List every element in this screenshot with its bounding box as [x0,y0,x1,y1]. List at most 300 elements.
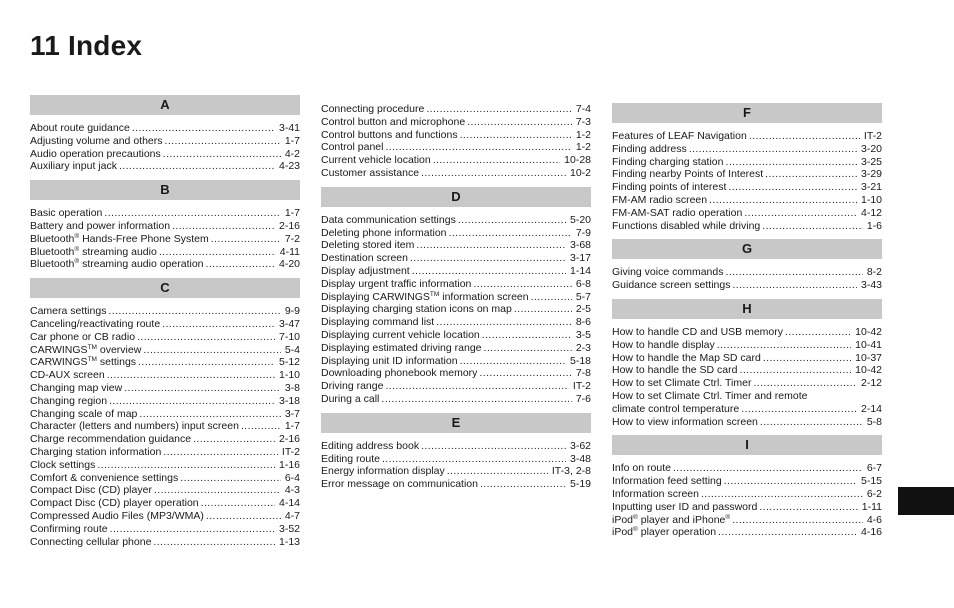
dot-leader [744,207,857,220]
entry-label: Battery and power information [30,219,171,232]
page-reference: 1-7 [284,420,300,433]
page-reference: 3-7 [284,407,300,420]
dot-leader [163,446,278,459]
dot-leader [139,408,280,421]
page-reference: 1-16 [278,458,300,471]
entry-label: Driving range [321,380,384,393]
dot-leader [382,453,566,466]
index-entry [612,168,882,181]
index-entry [321,227,591,240]
entry-label: Changing map view [30,381,123,394]
dot-leader [201,497,275,510]
entry-label: Character (letters and numbers) input screen [30,420,239,433]
entry-label: Basic operation [30,207,103,220]
entry-label: Control button and microphone [321,115,466,128]
page-reference: 1-2 [575,141,591,154]
dot-leader [726,156,857,169]
index-section-e [321,413,591,491]
entry-label: Display urgent traffic information [321,277,472,290]
index-entry [321,239,591,252]
page-reference: 5-18 [569,354,591,367]
dot-leader [143,344,281,357]
section-letter-heading: A [30,95,300,115]
index-section-a [30,95,300,173]
index-entry [321,265,591,278]
entry-label: How to set Climate Ctrl. Timer [612,377,752,390]
page-reference: 5-19 [569,478,591,491]
entry-label: Error message on communication [321,478,478,491]
page-reference: 4-12 [860,206,882,219]
page-reference: 5-8 [866,415,882,428]
dot-leader [412,265,566,278]
page-reference: 3-43 [860,279,882,292]
entry-label: Finding charging station [612,155,724,168]
dot-leader [193,433,275,446]
dot-leader [206,510,281,523]
index-entry [30,420,300,433]
page-reference: 10-42 [855,364,882,377]
index-entry [321,154,591,167]
index-entry [30,408,300,421]
index-entry [321,453,591,466]
page-reference: 3-29 [860,168,882,181]
section-letter-heading: C [30,278,300,298]
index-entry [30,369,300,382]
page-reference: 2-3 [575,341,591,354]
dot-leader [732,514,863,527]
index-entry [612,514,882,527]
dot-leader [421,440,566,453]
entry-label: Compact Disc (CD) player [30,484,152,497]
page-reference: 10-42 [855,325,882,338]
dot-leader [473,278,571,291]
page-reference: 3-62 [569,439,591,452]
index-entry [30,395,300,408]
index-entry [612,181,882,194]
page-reference: 2-5 [575,303,591,316]
entry-label: Changing scale of map [30,407,138,420]
dot-leader [159,246,276,259]
dot-leader [385,141,571,154]
index-entry [30,220,300,233]
index-entry [321,141,591,154]
index-section-i [612,435,882,539]
index-entry [30,233,300,246]
chapter-tab-marker [898,487,954,515]
superscript-mark: ® [725,513,731,521]
dot-leader [740,364,852,377]
entry-label: How to set Climate Ctrl. Timer and remote [612,389,808,402]
index-entry [612,279,882,292]
dot-leader [484,342,572,355]
dot-leader [381,393,571,406]
entry-label: Bluetooth® streaming audio operation [30,258,204,271]
page-reference: 5-7 [575,290,591,303]
index-section-h [612,299,882,428]
page-reference: 8-6 [575,316,591,329]
index-entry [612,526,882,539]
page-reference: 2-16 [278,433,300,446]
entry-label: Bluetooth® streaming audio [30,245,157,258]
page-reference: 7-8 [575,367,591,380]
page-reference: 3-52 [278,522,300,535]
dot-leader [124,382,281,395]
dot-leader [760,416,863,429]
page-reference: 2-14 [860,402,882,415]
index-entry [612,156,882,169]
entry-label: CARWINGS™ overview [30,343,142,356]
page-reference: 1-13 [278,535,300,548]
page-reference: IT-3, 2-8 [551,465,591,478]
dot-leader [119,160,275,173]
index-section-f [612,103,882,232]
superscript-mark: ® [633,513,638,521]
page-reference: 10-37 [855,351,882,364]
dot-leader [416,239,566,252]
page-reference: 3-68 [569,239,591,252]
page-reference: 4-6 [866,513,882,526]
page-reference: 5-20 [569,213,591,226]
page-title: 11 Index [30,30,143,61]
entry-label: Camera settings [30,305,107,318]
index-entry [321,214,591,227]
index-entry [30,305,300,318]
page-reference: 4-2 [284,147,300,160]
superscript-mark: TM [429,290,440,298]
page-reference: 3-20 [860,142,882,155]
index-entry [30,135,300,148]
page-reference: 1-2 [575,128,591,141]
entry-label: Car phone or CB radio [30,330,136,343]
entry-label: CD-AUX screen [30,369,105,382]
page-reference: 7-9 [575,226,591,239]
dot-leader [108,305,280,318]
index-entry [30,433,300,446]
entry-label: Finding points of interest [612,181,727,194]
dot-leader [154,484,281,497]
dot-leader [110,523,275,536]
entry-label: How to handle display [612,338,715,351]
page-reference: 3-8 [284,381,300,394]
entry-label: Editing route [321,452,380,465]
page-reference: 1-7 [284,207,300,220]
dot-leader [725,266,862,279]
section-letter-heading: H [612,299,882,319]
entry-label: Adjusting volume and others [30,134,163,147]
entry-label: During a call [321,392,380,405]
index-entry [321,478,591,491]
dot-leader [724,475,857,488]
entry-label: Editing address book [321,439,420,452]
dot-leader [728,181,857,194]
entry-label: Destination screen [321,252,408,265]
index-entry [30,344,300,357]
page-reference: 3-17 [569,252,591,265]
index-entry [321,380,591,393]
page-reference: 4-3 [284,484,300,497]
dot-leader [762,220,863,233]
index-column-1 [30,95,300,555]
page-reference: 7-10 [278,330,300,343]
index-entry [612,130,882,143]
dot-leader [718,526,857,539]
page-reference: 1-10 [278,369,300,382]
section-letter-heading: D [321,187,591,207]
entry-label: Inputting user ID and password [612,500,758,513]
superscript-mark: TM [87,343,97,351]
entry-label: Clock settings [30,458,96,471]
entry-label: Displaying unit ID information [321,354,458,367]
page-reference: 8-2 [866,266,882,279]
dot-leader [109,395,275,408]
entry-label: Deleting phone information [321,226,447,239]
index-entry [612,416,882,429]
entry-label: iPod® player operation [612,526,717,539]
superscript-mark: ® [74,232,80,240]
index-entry [321,316,591,329]
page-reference: 3-48 [569,452,591,465]
page-reference: 9-9 [284,305,300,318]
index-entry [612,339,882,352]
dot-leader [241,420,281,433]
entry-label: How to view information screen [612,415,758,428]
entry-label: FM-AM-SAT radio operation [612,206,743,219]
entry-label: climate control temperature [612,402,740,415]
entry-label: Displaying charging station icons on map [321,303,512,316]
dot-leader [717,339,851,352]
page-reference: 5-15 [860,475,882,488]
entry-label: Displaying estimated driving range [321,341,482,354]
dot-leader [426,103,571,116]
index-column-3 [612,103,882,546]
entry-label: Functions disabled while driving [612,219,761,232]
section-letter-heading: F [612,103,882,123]
index-entry [321,342,591,355]
index-entry [30,523,300,536]
index-entry [30,472,300,485]
entry-label: Guidance screen settings [612,279,731,292]
entry-label: CARWINGS™ settings [30,356,137,369]
page-reference: 3-5 [575,328,591,341]
dot-leader [162,318,275,331]
index-entry [321,355,591,368]
dot-leader [741,403,857,416]
index-entry [612,352,882,365]
page-reference: 4-16 [860,526,882,539]
page-reference: 4-11 [279,245,300,258]
dot-leader [447,465,548,478]
index-entry [321,303,591,316]
dot-leader [732,279,857,292]
dot-leader [211,233,281,246]
index-entry [321,329,591,342]
dot-leader [165,135,281,148]
index-entry [30,510,300,523]
entry-label: Displaying CARWINGS™ information screen [321,290,529,303]
page-reference: 3-21 [860,181,882,194]
index-section-continued [321,103,591,180]
dot-leader [759,501,857,514]
entry-label: Giving voice commands [612,266,724,279]
page-reference: 4-14 [278,497,300,510]
superscript-mark: ® [74,245,80,253]
dot-leader [514,303,572,316]
index-entry [30,207,300,220]
page-reference: 5-12 [278,356,300,369]
index-entry [321,291,591,304]
index-entry [321,367,591,380]
dot-leader [172,220,275,233]
entry-label: Compact Disc (CD) player operation [30,497,199,510]
page-reference: 3-47 [278,317,300,330]
page-reference: 7-6 [575,392,591,405]
page-reference: 10-28 [564,154,591,167]
dot-leader [206,258,275,271]
page-reference: 4-7 [284,509,300,522]
dot-leader [673,462,863,475]
entry-label: Display adjustment [321,264,410,277]
page-reference: 3-18 [278,394,300,407]
entry-label: Charge recommendation guidance [30,433,192,446]
dot-leader [433,154,560,167]
index-entry [30,484,300,497]
dot-leader [163,148,281,161]
index-entry [30,122,300,135]
dot-leader [436,316,572,329]
dot-leader [482,329,572,342]
index-entry [321,440,591,453]
section-letter-heading: I [612,435,882,455]
index-entry [612,475,882,488]
index-section-b [30,180,300,271]
dot-leader [785,326,851,339]
index-entry [30,382,300,395]
page-reference: IT-2 [572,380,591,393]
dot-leader [689,143,857,156]
dot-leader [753,377,857,390]
index-entry [321,116,591,129]
dot-leader [460,355,566,368]
entry-label: Information screen [612,487,699,500]
dot-leader [421,167,566,180]
index-entry [321,278,591,291]
page-reference: 1-11 [861,500,882,513]
dot-leader [180,472,281,485]
dot-leader [104,207,280,220]
entry-label: Finding nearby Points of Interest [612,168,764,181]
dot-leader [107,369,275,382]
page-reference: IT-2 [281,445,300,458]
index-entry [612,364,882,377]
index-entry [30,497,300,510]
dot-leader [467,116,572,129]
page-reference: 6-8 [575,277,591,290]
index-entry [30,536,300,549]
entry-label: Charging station information [30,445,162,458]
index-entry [321,103,591,116]
index-entry [612,488,882,501]
page-reference: 7-4 [575,103,591,115]
index-entry [612,403,882,416]
entry-label: Information feed setting [612,475,722,488]
page-reference: 1-10 [860,193,882,206]
entry-label: Features of LEAF Navigation [612,130,747,142]
page-reference: 3-25 [860,155,882,168]
index-entry [30,148,300,161]
dot-leader [138,356,275,369]
entry-label: Confirming route [30,522,108,535]
page-reference: 5-4 [284,343,300,356]
entry-label: Deleting stored item [321,239,415,252]
index-section-c [30,278,300,548]
entry-label: Changing region [30,394,108,407]
page-reference: 1-7 [284,134,300,147]
entry-label: Displaying current vehicle location [321,328,480,341]
entry-label: iPod® player and iPhone® [612,513,731,526]
index-section-g [612,239,882,292]
index-entry [321,465,591,478]
section-letter-heading: G [612,239,882,259]
index-entry [321,252,591,265]
page-reference: 2-16 [278,219,300,232]
page-reference: 7-3 [575,115,591,128]
page-reference: 1-6 [866,219,882,232]
index-entry [30,356,300,369]
superscript-mark: ® [74,258,80,266]
entry-label: Data communication settings [321,213,456,226]
dot-leader [449,227,572,240]
dot-leader [480,478,566,491]
entry-label: Displaying command list [321,316,435,329]
index-entry [30,258,300,271]
entry-label: Energy information display [321,465,445,478]
index-section-d [321,187,591,406]
dot-leader [531,291,572,304]
page-reference: 4-23 [278,160,300,173]
entry-label: How to handle the SD card [612,364,738,377]
entry-label: Info on route [612,462,671,475]
dot-leader [153,536,275,549]
index-entry [612,194,882,207]
index-entry [612,266,882,279]
page-reference: 6-7 [866,462,882,475]
entry-label: FM-AM radio screen [612,193,708,206]
index-entry [612,377,882,390]
dot-leader [458,214,566,227]
dot-leader [763,352,851,365]
index-entry [612,390,882,403]
entry-label: Current vehicle location [321,154,431,167]
section-letter-heading: E [321,413,591,433]
dot-leader [765,168,857,181]
dot-leader [97,459,275,472]
dot-leader [479,367,571,380]
entry-label: Downloading phonebook memory [321,367,478,380]
entry-label: Compressed Audio Files (MP3/WMA) [30,509,204,522]
dot-leader [701,488,863,501]
entry-label: Finding address [612,142,687,155]
entry-label: Control panel [321,141,384,154]
page-reference: 6-4 [284,471,300,484]
page-reference: 1-14 [569,264,591,277]
index-entry [612,462,882,475]
dot-leader [460,129,572,142]
page-reference: 4-20 [278,258,300,271]
index-entry [612,143,882,156]
index-entry [30,459,300,472]
entry-label: Connecting cellular phone [30,535,152,548]
entry-label: Control buttons and functions [321,128,458,141]
